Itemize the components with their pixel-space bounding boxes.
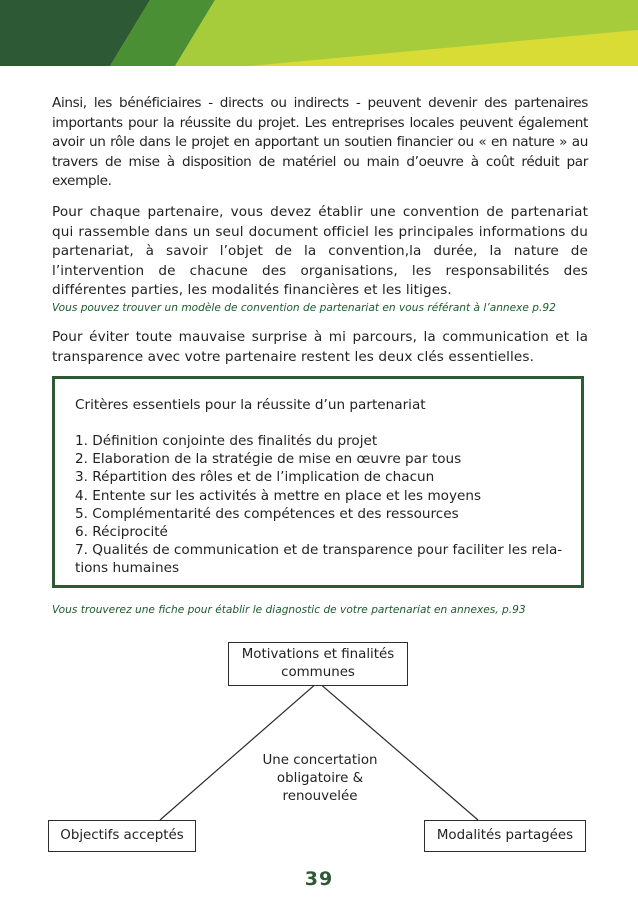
criteria-item: 4. Entente sur les activités à mettre en place et les moyens bbox=[75, 487, 482, 504]
criteria-item: 6. Réciprocité bbox=[75, 524, 168, 541]
criteria-title: Critères essentiels pour la réussite d’un partenariat bbox=[75, 397, 426, 413]
criteria-item: 7. Qualités de communication et de transparence pour faciliter les rela-tions humaines bbox=[75, 542, 563, 577]
header-banner bbox=[0, 0, 638, 66]
paragraph-communication: Pour éviter toute mauvaise surprise à mi parcours, la communication et la transparence avec votre partenaire restent les deux clés essentielles. bbox=[52, 329, 588, 365]
criteria-item: 2. Elaboration de la stratégie de mise en œuvre par tous bbox=[75, 451, 462, 468]
diagram-box-modalites: Modalités partagées bbox=[424, 820, 586, 852]
partnership-triangle-diagram bbox=[0, 640, 638, 860]
paragraph-beneficiaires: Ainsi, les bénéficiaires - directs ou indirects - peuvent devenir des partenaires importants pour la réussite du projet. Les entreprises locales peuvent également avoir un rôle dans le projet en apportant un soutien financier ou « en nature » au travers de mise à disposition de matériel ou main d’oeuvre à coût réduit par exemple. bbox=[52, 95, 588, 190]
annex-note-diagnostic: Vous trouverez une fiche pour établir le diagnostic de votre partenariat en annexes, p.93 bbox=[52, 604, 526, 616]
header-banner-graphic bbox=[0, 0, 638, 66]
annex-note-convention: Vous pouvez trouver un modèle de convention de partenariat en vous référant à l’annexe p.92 bbox=[52, 301, 556, 314]
diagram-box-motivations: Motivations et finalités communes bbox=[228, 642, 408, 686]
criteria-item: 1. Définition conjointe des finalités du projet bbox=[75, 433, 378, 449]
criteria-item: 5. Complémentarité des compétences et des ressources bbox=[75, 505, 459, 522]
note-2-block bbox=[52, 603, 588, 617]
criteria-list bbox=[75, 432, 571, 578]
criteria-item: 3. Répartition des rôles et de l’implication de chacun bbox=[75, 469, 435, 486]
paragraph-3-block bbox=[52, 328, 588, 367]
diagram-box-objectifs: Objectifs acceptés bbox=[48, 820, 196, 852]
criteria-box bbox=[52, 376, 584, 588]
diagram-center-label: Une concertation obligatoire & renouvelée bbox=[262, 753, 378, 804]
paragraph-2-block bbox=[52, 203, 588, 315]
paragraph-convention: Pour chaque partenaire, vous devez établir une convention de partenariat qui rassemble dans un seul document officiel les principales informations du partenariat, à savoir l’objet de la convention,la durée, la nature de l’intervention de chacune des organisations, les responsabilités des différentes parties, les modalités financières et les litiges. bbox=[52, 204, 588, 299]
paragraph-1-block bbox=[52, 94, 588, 192]
page-number: 39 bbox=[304, 868, 334, 890]
